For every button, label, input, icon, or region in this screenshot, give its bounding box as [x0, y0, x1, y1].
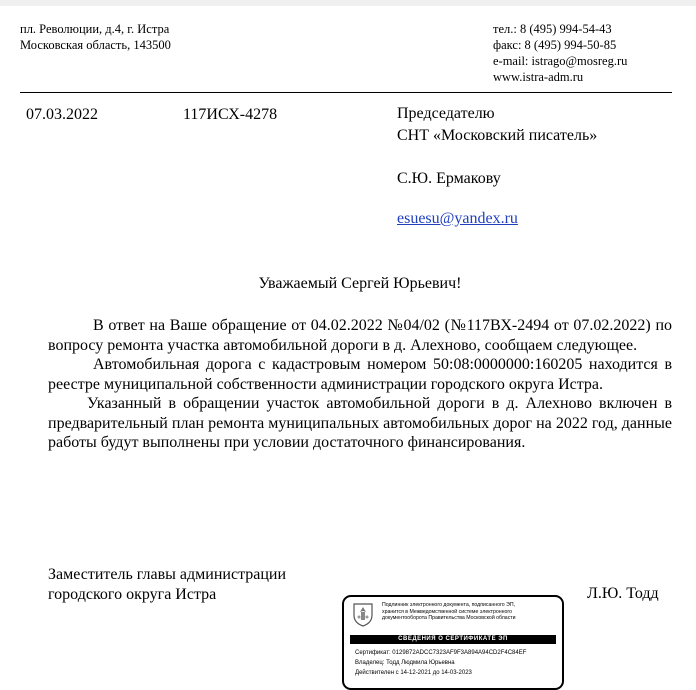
stamp-title-bar: СВЕДЕНИЯ О СЕРТИФИКАТЕ ЭП: [350, 635, 556, 644]
addressee-email-link[interactable]: esuesu@yandex.ru: [397, 210, 518, 227]
e-signature-stamp: [342, 595, 564, 690]
paragraph-2: Автомобильная дорога с кадастровым номером 50:08:0000000:160205 находится в реестре муниципальной собственности администрации городского округа Истра.: [48, 356, 672, 393]
addressee-line-2: СНТ «Московский писатель»: [397, 127, 598, 144]
stamp-intro-line-2: хранится в Межведомственной системе электронного: [382, 608, 512, 615]
stamp-validity: Действителен с 14-12-2021 до 14-03-2023: [355, 670, 472, 676]
addressee-line-1: Председателю: [397, 105, 495, 122]
coat-of-arms-icon: [351, 601, 375, 627]
stamp-certificate: Сертификат: 0129872ADCC7323AF9F3A894A94CD2F4C84EF: [355, 650, 527, 656]
top-band: [0, 0, 696, 6]
fax-text: факс: 8 (495) 994-50-85: [493, 38, 617, 52]
phone-text: тел.: 8 (495) 994-54-43: [493, 22, 612, 36]
greeting: Уважаемый Сергей Юрьевич!: [258, 275, 462, 292]
letter-body: [48, 316, 672, 453]
sender-address: [20, 21, 171, 53]
paragraph-1: В ответ на Ваше обращение от 04.02.2022 №04/02 (№117ВХ-2494 от 07.02.2022) по вопросу ремонта участка автомобильной дороги в д. Алехново, сообщаем следующее.: [48, 317, 672, 354]
signatory-title-line-2: городского округа Истра: [48, 586, 217, 603]
address-line-1: пл. Революции, д.4, г. Истра: [20, 22, 170, 36]
addressee-block: [397, 103, 597, 147]
stamp-intro-line-3: документооборота Правительства Московской области: [382, 615, 516, 622]
signatory-title-line-1: Заместитель главы администрации: [48, 566, 287, 583]
paragraph-3: Указанный в обращении участок автомобильной дороги в д. Алехново включен в предварительный план ремонта муниципальных автомобильных дорог на 2022 год, данные работы будут выполнены при условии достаточного финансирования.: [48, 395, 672, 451]
sender-contacts: [493, 21, 627, 85]
website-text: www.istra-adm.ru: [493, 70, 584, 84]
document-date: 07.03.2022: [26, 106, 98, 123]
signatory-title: [48, 565, 286, 605]
outgoing-number: 117ИСХ-4278: [183, 106, 278, 123]
header-divider: [20, 92, 672, 93]
stamp-intro: [382, 602, 558, 622]
stamp-owner: Владелец: Тодд Людмила Юрьевна: [355, 660, 455, 666]
email-text: e-mail: istrago@mosreg.ru: [493, 54, 628, 68]
addressee-person: С.Ю. Ермакову: [397, 170, 501, 187]
stamp-intro-line-1: Подлинник электронного документа, подписанного ЭП,: [382, 602, 516, 608]
address-line-2: Московская область, 143500: [20, 38, 171, 52]
signatory-name: Л.Ю. Тодд: [587, 585, 659, 602]
